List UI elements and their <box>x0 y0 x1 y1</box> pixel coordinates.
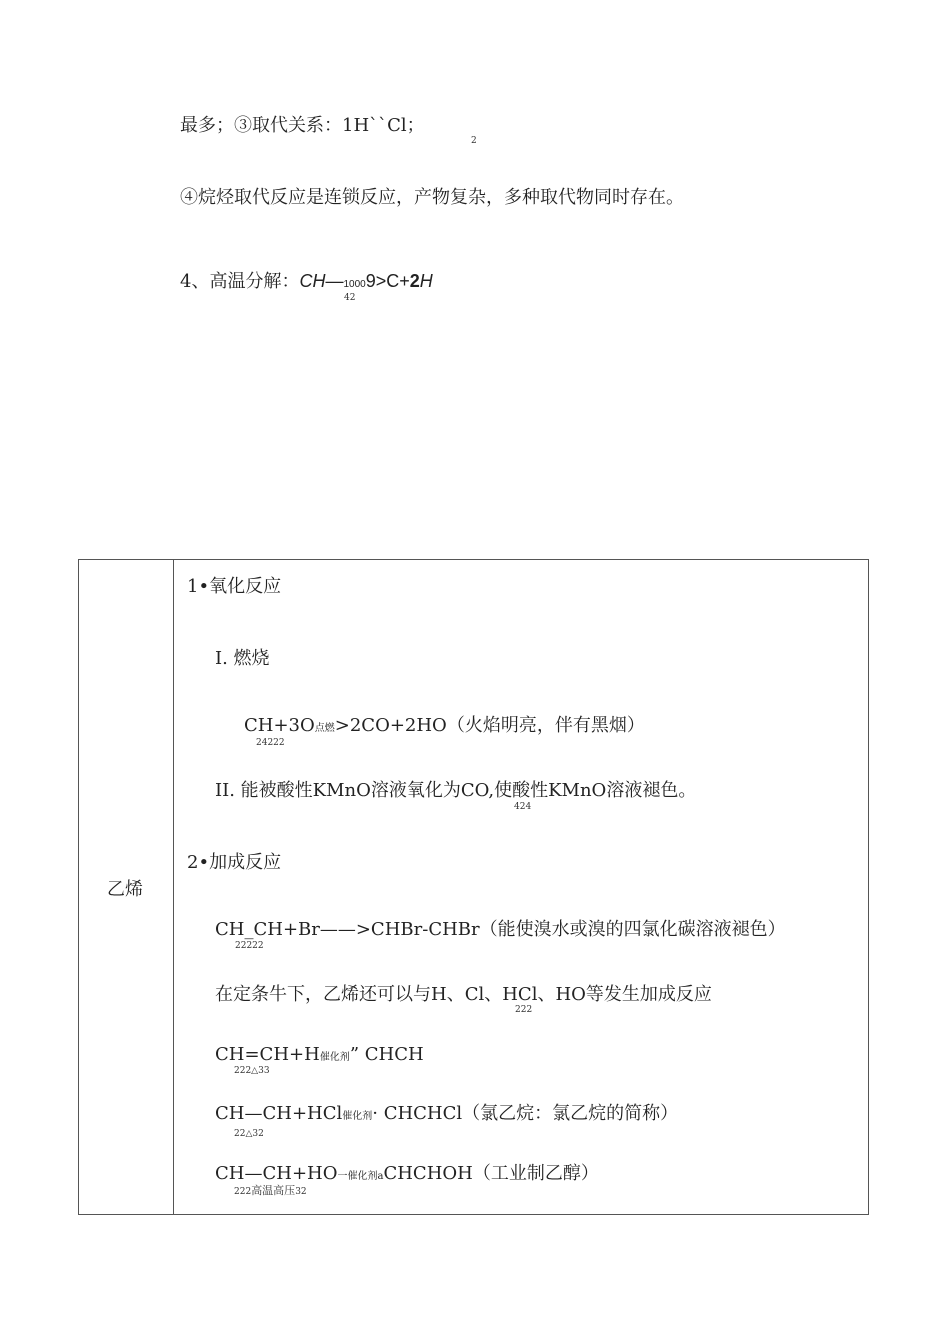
pyrolysis-label: 4、高温分解： <box>180 271 300 292</box>
equation-combustion <box>244 715 645 740</box>
products: · CHCHCl（氯乙烷：氯乙烷的简称） <box>372 1103 679 1124</box>
heading-addition: 2•加成反应 <box>187 852 282 873</box>
reaction-condition-high-temp-pressure: 高温高压 <box>251 1184 296 1197</box>
formula-dash: — <box>325 271 344 291</box>
column-divider <box>173 560 174 1214</box>
heading-oxidation: 1•氧化反应 <box>187 576 282 597</box>
text-line-chain-reaction: ④烷烃取代反应是连锁反应，产物复杂，多种取代物同时存在。 <box>180 187 684 208</box>
formula-ch: CH <box>299 271 326 291</box>
subscript: 222△33 <box>234 1066 270 1076</box>
products: ” CHCH <box>349 1044 424 1065</box>
subscript: 222 <box>515 1005 533 1015</box>
subscript-line <box>234 1186 307 1197</box>
row-label-ethylene: 乙烯 <box>107 879 143 900</box>
reactants: CH+3O <box>244 715 315 736</box>
subscript: 424 <box>514 802 532 812</box>
reaction-condition: 催化剂 <box>319 1052 350 1063</box>
equation-hcl-addition <box>215 1103 678 1128</box>
subscript: 42 <box>344 293 356 303</box>
formula-product: 9>C+ <box>365 271 410 291</box>
subscript: 32 <box>295 1187 307 1197</box>
equation-bromine-addition: CH_CH+Br——>CHBr-CHBr（能使溴水或溴的四氯化碳溶液褪色） <box>215 919 786 940</box>
reaction-condition: 点燃 <box>314 723 335 734</box>
reactants: CH—CH+HO <box>215 1163 338 1184</box>
text-line-pyrolysis <box>180 270 433 296</box>
subscript: 24222 <box>256 738 285 748</box>
reaction-condition: 催化剂 <box>342 1111 373 1122</box>
reaction-condition: 1000 <box>343 279 366 290</box>
reactants: CH=CH+H <box>215 1044 320 1065</box>
subscript: 22△32 <box>234 1129 264 1139</box>
products: >2CO+2HO（火焰明亮，伴有黑烟） <box>334 715 645 736</box>
subscript: 2 <box>471 136 477 146</box>
text-kmno4-oxidation: II. 能被酸性KMnO溶液氧化为CO,使酸性KMnO溶液褪色。 <box>215 780 697 801</box>
text-addition-reagents: 在定条牛下，乙烯还可以与H、Cl、HCl、HO等发生加成反应 <box>215 984 712 1005</box>
reaction-condition: 一催化剂a <box>337 1171 384 1182</box>
formula-h: H <box>419 271 433 291</box>
heading-combustion: I. 燃烧 <box>215 648 270 669</box>
subscript: 22222 <box>235 941 264 951</box>
text-line-substitution-relation: 最多；③取代关系：1H``Cl； <box>180 115 425 136</box>
formula-coefficient: 2 <box>409 271 420 291</box>
products: CHCHOH（工业制乙醇） <box>383 1163 599 1184</box>
reactants: CH—CH+HCl <box>215 1103 343 1124</box>
subscript: 222 <box>234 1187 252 1197</box>
